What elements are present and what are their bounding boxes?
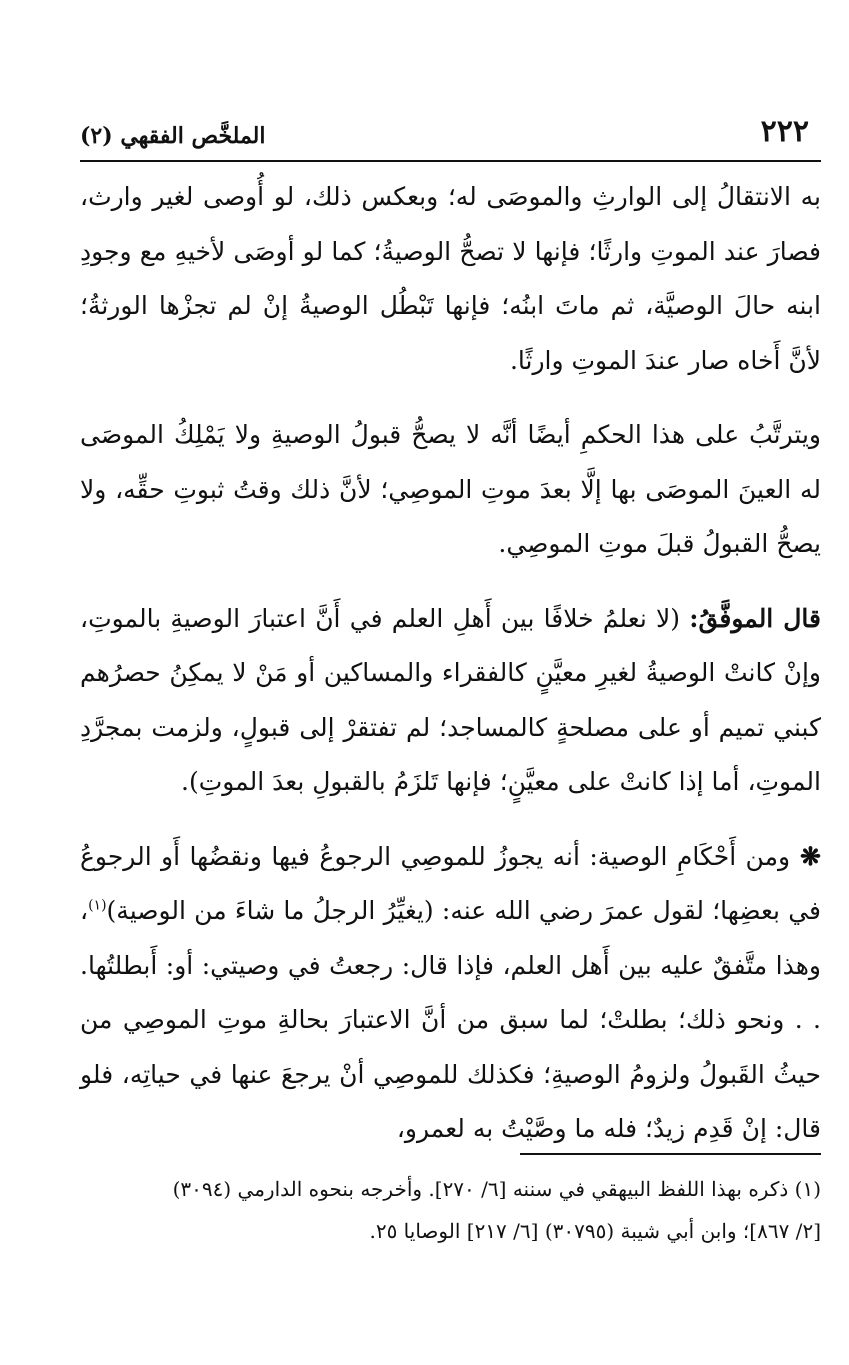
quote-lead: قال الموفَّقُ:: [689, 603, 821, 633]
main-text: [80, 170, 821, 1157]
paragraph-text: ويترتَّبُ على هذا الحكمِ أيضًا أنَّه لا يصحُّ قبولُ الوصيةِ ولا يَمْلِكُ الموصَى له العينَ الموصَى بها إلَّا بعدَ موتِ الموصِي؛ لأنَّ ذلك وقتُ ثبوتِ حقِّه، ولا يصحُّ القبولُ قبلَ موتِ الموصِي.: [80, 420, 821, 558]
footnote-reference[interactable]: (١): [88, 897, 107, 914]
paragraph-text: ومن أَحْكَامِ الوصية: أنه يجوزُ للموصِي الرجوعُ فيها ونقضُها أَو الرجوعُ في بعضِها؛ لقول عمرَ رضي الله عنه: (يغيِّرُ الرجلُ ما شاءَ من الوصية): [80, 841, 821, 925]
asterisk-bullet-icon: ❋: [800, 841, 821, 871]
paragraph-3: [80, 592, 821, 810]
paragraph-text: به الانتقالُ إلى الوارثِ والموصَى له؛ وبعكس ذلك، لو أُوصى لغير وارث، فصارَ عند الموتِ وارثًا؛ فإنها لا تصحُّ الوصيةُ؛ كما لو أوصَى لأخيهِ مع وجودِ ابنه حالَ الوصيَّة، ثم ماتَ ابنُه؛ فإنها تَبْطُل الوصيةُ إنْ لم تجزْها الورثةُ؛ لأنَّ أَخاه صار عندَ الموتِ وارثًا.: [80, 182, 821, 375]
running-title: الملخَّص الفقهي (٢): [80, 123, 266, 149]
paragraph-text: (لا نعلمُ خلافًا بين أَهلِ العلم في أَنَّ اعتبارَ الوصيةِ بالموتِ، وإنْ كانتْ الوصيةُ لغيرِ معيَّنٍ كالفقراء والمساكين أو مَنْ لا يمكِنُ حصرُهم كبني تميم أو على مصلحةٍ كالمساجد؛ لم تفتقرْ إلى قبولٍ، ولزمت بمجرَّدِ الموتِ، أما إذا كانتْ على معيَّنٍ؛ فإنها تَلزَمُ بالقبولِ بعدَ الموتِ).: [80, 603, 821, 796]
paragraph-1: [80, 170, 821, 388]
paragraph-2: [80, 408, 821, 572]
footnote-divider: [520, 1153, 821, 1155]
footnote-line: [٢/ ٨٦٧]؛ وابن أبي شيبة (٣٠٧٩٥) [٦/ ٢١٧] الوصايا ٢٥.: [369, 1219, 821, 1243]
page-header: [80, 112, 809, 160]
page-number: ٢٢٢: [760, 114, 809, 149]
footnotes: [80, 1168, 821, 1252]
header-divider: [80, 160, 821, 162]
footnote-line: (١) ذكره بهذا اللفظ البيهقي في سننه [٦/ ٢٧٠]. وأخرجه بنحوه الدارمي (٣٠٩٤): [172, 1177, 821, 1201]
paragraph-4: [80, 830, 821, 1157]
paragraph-text: ، وهذا متَّفقٌ عليه بين أَهل العلم، فإذا قال: رجعتُ في وصيتي: أو: أَبطلتُها. . . ونحو ذلك؛ بطلتْ؛ لما سبق من أنَّ الاعتبارَ بحالةِ موتِ الموصِي من حيثُ القَبولُ ولزومُ الوصيةِ؛ فكذلك للموصِي أنْ يرجعَ عنها في حياتِه، فلو قال: إنْ قَدِم زيدٌ؛ فله ما وصَّيْتُ به لعمرو،: [80, 896, 821, 1143]
